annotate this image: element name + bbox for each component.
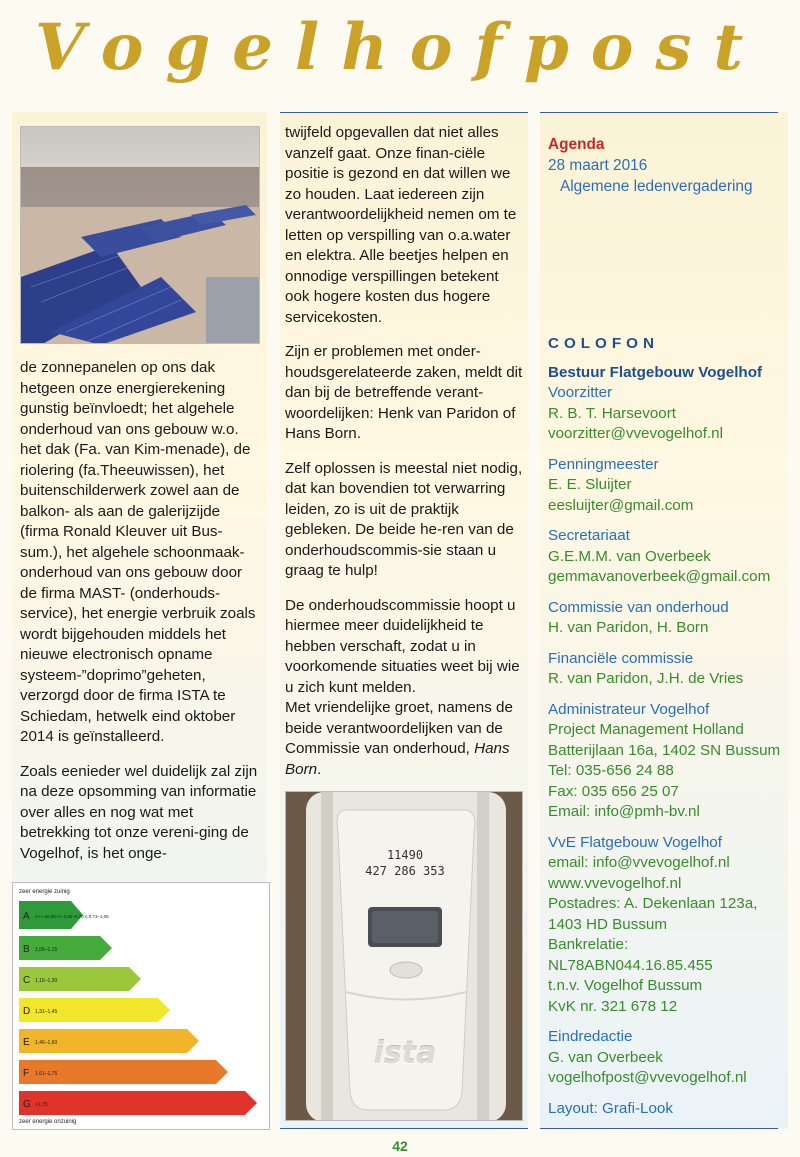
solar-panels-photo	[20, 126, 260, 344]
paragraph: twijfeld opgevallen dat niet alles vanzelf gaat. Onze finan-ciële positie is gezond en dat willen we zo houden. Laat iedereen zijn verantwoordelijkheid nemen om te letten op verspilling van o.a.water en elektra. Alle beetjes helpen en onnodige verspillingen betekent ook hogere kosten dus hogere servicekosten.	[285, 124, 517, 326]
energy-bar-b	[19, 936, 112, 960]
colofon-detail: Postadres: A. Dekenlaan 123a,	[548, 895, 758, 912]
colofon-role: Financiële commissie	[548, 649, 694, 667]
colofon-role: Administrateur Vogelhof	[548, 700, 710, 718]
colofon-detail: Batterijlaan 16a, 1402 SN Bussum	[548, 741, 781, 759]
colofon-detail: t.n.v. Vogelhof Bussum	[548, 977, 703, 994]
colofon-group	[548, 700, 788, 823]
colofon-role: Penningmeester	[548, 455, 659, 473]
colofon-role: Secretariaat	[548, 527, 630, 544]
colofon-group	[548, 526, 788, 588]
colofon-role: Commissie van onderhoud	[548, 598, 729, 616]
energy-bar-range: 1,46–1,60	[35, 1040, 58, 1046]
colofon-role: Voorzitter	[548, 384, 613, 401]
colofon	[548, 334, 788, 1129]
colofon-detail: G. van Overbeek	[548, 1048, 663, 1066]
colofon-group	[548, 833, 788, 1018]
colofon-group	[548, 1027, 788, 1089]
colofon-detail: www.vvevogelhof.nl	[548, 874, 682, 892]
energy-bar-letter: F	[23, 1068, 30, 1079]
colofon-detail: R. B. T. Harsevoort	[548, 404, 677, 422]
meter-brand-logo: ista	[373, 1036, 437, 1071]
colofon-detail: Email: info@pmh-bv.nl	[548, 803, 700, 820]
colofon-detail: Fax: 035 656 25 07	[548, 782, 679, 800]
agenda-title: Agenda	[548, 136, 605, 153]
paragraph: Zoals eenieder wel duidelijk zal zijn na deze opsomming van informatie over alles en nog wat met betrekking tot onze vereni-ging de Vogelhof, is het onge-	[20, 762, 258, 862]
colofon-heading: COLOFON	[548, 335, 659, 352]
energy-bar-letter: B	[23, 944, 30, 955]
paragraph: de zonnepanelen op ons dak hetgeen onze energierekening gunstig beïnvloedt; het algehele onderhoud van ons gebouw w.o. het dak (Fa. van Kim-menade), de riolering (fa.Theeuwissen), het buitenschilderwerk zowel aan de balkon- als aan de galerijzijde (firma Ronald Kleuver uit Bus-sum.), het algehele schoonmaak-onderhoud van ons gebouw door de firma MAST- (onderhouds-service), het energie verbruik zoals wordt bijgehouden middels het nieuwe electronisch opname systeem-”doprimo”geheten, verzorgd door de firma ISTA te Schiedam, hetwelk eind oktober 2014 is geïnstalleerd.	[20, 359, 256, 745]
paragraph: De onderhoudscommissie hoopt u hiermee meer duidelijkheid te hebben verschaft, zodat u in voorkomende situaties weet bij wie u zich kunt melden.	[285, 596, 520, 696]
column-left-text	[20, 358, 262, 878]
energy-bar-range: 1,06–1,15	[35, 947, 58, 953]
energy-bottom-caption: zeer energie onzuinig	[19, 1119, 77, 1125]
signature-suffix: .	[317, 760, 322, 778]
colofon-group	[548, 649, 788, 690]
energy-bar-letter: E	[23, 1037, 30, 1048]
paragraph: Zelf oplossen is meestal niet nodig, dat kan bovendien tot verwarring leiden, zo is uit de praktijk gebleken. De beide he-ren van de onderhoudscommis-sie staan u graag te hulp!	[285, 459, 523, 579]
colofon-role: Eindredactie	[548, 1028, 633, 1045]
colofon-detail: NL78ABN044.16.85.455	[548, 956, 713, 974]
agenda	[548, 134, 788, 197]
agenda-item: Algemene ledenvergadering	[560, 178, 753, 195]
column-left	[12, 112, 267, 1129]
colofon-detail: H. van Paridon, H. Born	[548, 619, 709, 636]
energy-bar-letter: G	[23, 1099, 31, 1110]
newsletter-title: Vogelhofpost	[34, 10, 766, 85]
column-middle	[280, 112, 528, 1129]
energy-label-chart	[12, 882, 270, 1130]
energy-bar-range: 1,16–1,30	[35, 978, 58, 984]
colofon-detail: email: info@vvevogelhof.nl	[548, 854, 730, 871]
energy-bar-range: A++ ≤0,55 A+ 0,56–0,70 A 0,71–1,05	[35, 914, 109, 919]
colofon-role: VvE Flatgebouw Vogelhof	[548, 833, 722, 851]
paragraph: Zijn er problemen met onder-houdsgerelateerde zaken, meldt dit dan bij de betreffende verant-woordelijken: Henk van Paridon of Hans Born.	[285, 343, 523, 442]
colofon-detail: gemmavanoverbeek@gmail.com	[548, 568, 771, 585]
closing-text: Met vriendelijke groet, namens de beide verantwoordelijken van de Commissie van onderhoud,	[285, 699, 513, 757]
ista-meter-photo	[285, 791, 523, 1121]
page-number: 42	[392, 1138, 408, 1154]
colofon-detail: G.E.M.M. van Overbeek	[548, 547, 711, 565]
colofon-detail: KvK nr. 321 678 12	[548, 997, 678, 1015]
energy-bar-range: 1,31–1,45	[35, 1009, 58, 1015]
energy-bar-letter: D	[23, 1006, 31, 1017]
colofon-title: Bestuur Flatgebouw Vogelhof	[548, 363, 763, 381]
colofon-group	[548, 383, 788, 445]
colofon-detail: voorzitter@vvevogelhof.nl	[548, 425, 723, 442]
energy-bar-letter: A	[23, 911, 30, 922]
colofon-detail: Project Management Holland	[548, 721, 744, 738]
colofon-group	[548, 598, 788, 639]
colofon-detail: vogelhofpost@vvevogelhof.nl	[548, 1069, 747, 1086]
colofon-detail: Bankrelatie:	[548, 936, 629, 953]
colofon-detail: eesluijter@gmail.com	[548, 496, 694, 514]
meter-number-2: 427 286 353	[365, 864, 445, 878]
energy-bar-letter: C	[23, 975, 31, 986]
colofon-detail: R. van Paridon, J.H. de Vries	[548, 670, 744, 687]
column-right	[540, 112, 788, 1129]
colofon-detail: E. E. Sluijter	[548, 476, 632, 493]
energy-bar-range: >1,75	[35, 1102, 48, 1108]
energy-bar-range: 1,61–1,75	[35, 1071, 58, 1077]
energy-bar-g	[19, 1091, 257, 1115]
colofon-role: Layout: Grafi-Look	[548, 1099, 673, 1117]
meter-number-1: 11490	[386, 848, 424, 862]
colofon-detail: 1403 HD Bussum	[548, 915, 668, 933]
signature: Hans Born	[285, 740, 510, 778]
colofon-detail: Tel: 035-656 24 88	[548, 762, 674, 779]
column-middle-text	[285, 123, 525, 794]
masthead	[0, 0, 800, 110]
colofon-group	[548, 455, 788, 517]
colofon-group	[548, 1099, 788, 1120]
agenda-date: 28 maart 2016	[548, 157, 648, 174]
energy-top-caption: zeer energie zuinig	[19, 889, 70, 895]
